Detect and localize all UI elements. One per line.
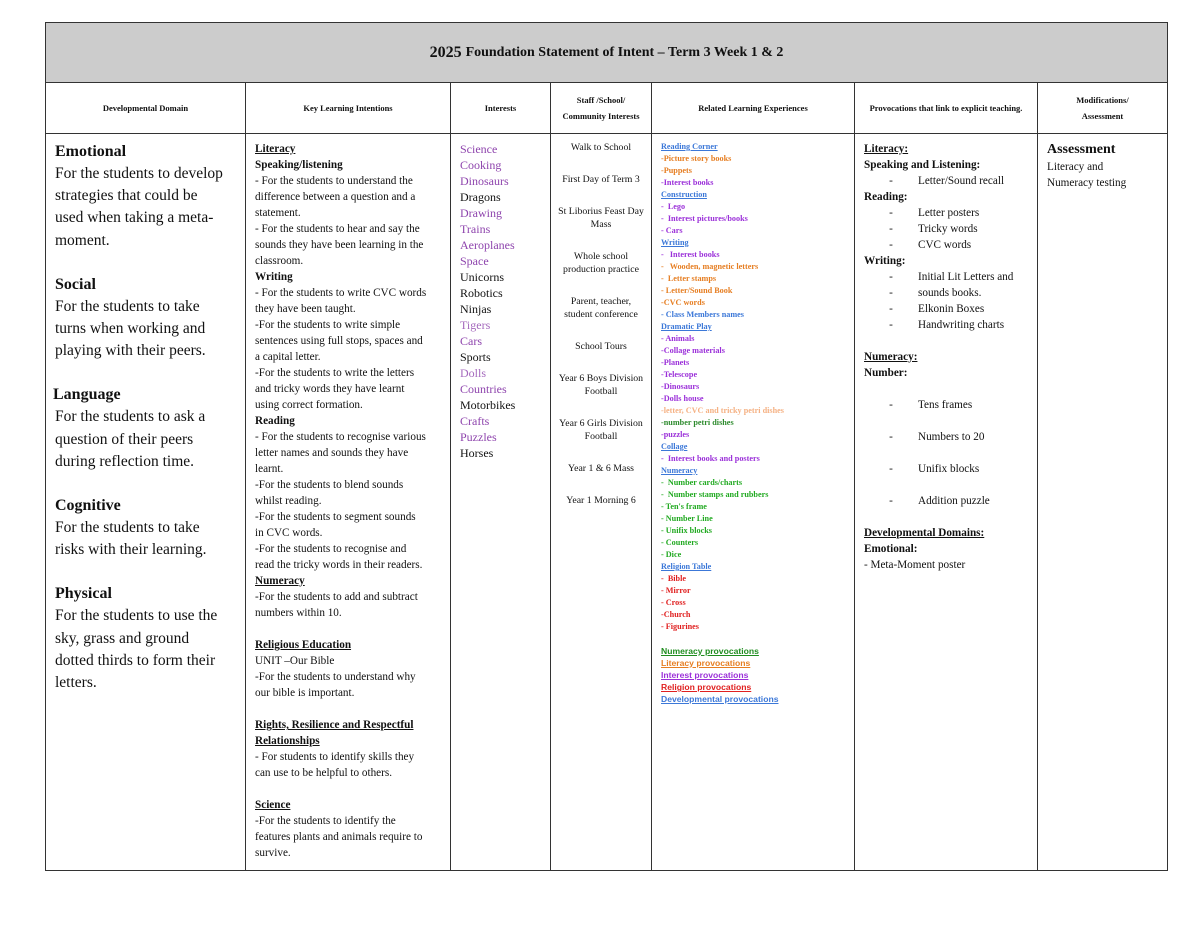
domain-heading: Language — [53, 386, 121, 404]
text-line: they have been taught. — [255, 303, 356, 315]
domain-heading: Physical — [55, 585, 112, 603]
text-line: - For the students to recognise various — [255, 431, 426, 443]
bullet-dash: - — [889, 223, 893, 235]
legend-item: Numeracy provocations — [661, 646, 759, 656]
assessment-heading: Assessment — [1047, 142, 1116, 157]
interest-item: Robotics — [460, 286, 503, 300]
experience-heading: Construction — [661, 190, 707, 199]
text-line: -For the students to blend sounds — [255, 479, 404, 491]
interest-item: Aeroplanes — [460, 238, 515, 252]
bullet-dash: - — [889, 207, 893, 219]
experience-heading: Religion Table — [661, 562, 712, 571]
experience-item: - Figurines — [661, 622, 699, 631]
bullet-dash: - — [889, 495, 893, 507]
domain-text-line: For the students to ask a — [55, 408, 206, 426]
text-line: -For the students to identify the — [255, 815, 396, 827]
experience-item: - Cross — [661, 598, 686, 607]
prov-numeracy-heading: Numeracy: — [864, 351, 918, 363]
event-item: School Tours — [575, 341, 627, 352]
provocation-item — [864, 221, 1029, 237]
experience-item: - Class Members names — [661, 310, 744, 319]
event-item: St Liborius Feast Day Mass — [558, 206, 644, 230]
interest-item: Cars — [460, 334, 482, 348]
header-staff-line2: Community Interests — [562, 111, 640, 121]
text-line: -For the students to segment sounds — [255, 511, 416, 523]
experience-item: - Interest pictures/books — [661, 214, 748, 223]
provocation-item — [864, 397, 1029, 413]
provocation-item-text: Initial Lit Letters and — [918, 271, 1014, 283]
event-item: Year 6 Girls Division Football — [559, 418, 643, 442]
text-line: letter names and sounds they have — [255, 447, 409, 459]
interest-item: Ninjas — [460, 302, 492, 316]
header-mods-line2: Assessment — [1081, 111, 1124, 121]
experience-item: -Planets — [661, 358, 690, 367]
experience-item: -CVC words — [661, 298, 705, 307]
column-modifications — [1038, 83, 1167, 870]
experience-item: - Mirror — [661, 586, 691, 595]
domain-heading: Cognitive — [55, 497, 121, 515]
prov-literacy-heading: Literacy: — [864, 143, 909, 155]
experience-item: - Letter stamps — [661, 274, 717, 283]
provocation-item-text: Addition puzzle — [918, 495, 990, 507]
speaking-heading: Speaking/listening — [255, 159, 343, 171]
column-related-experiences — [652, 83, 855, 870]
prov-emotional-heading: Emotional: — [864, 543, 918, 555]
writing-lines — [255, 285, 442, 413]
header-interests: Interests — [451, 83, 550, 134]
assessment-line-2: Numeracy testing — [1047, 177, 1127, 189]
provocation-item — [864, 269, 1029, 285]
interest-item: Trains — [460, 222, 491, 236]
provocation-item — [864, 461, 1029, 477]
domain-text-line: moment. — [55, 231, 110, 249]
legend-item: Religion provocations — [661, 682, 752, 692]
provocation-legend — [661, 645, 846, 705]
text-line: statement. — [255, 207, 301, 219]
header-mods-line1: Modifications/ — [1076, 94, 1129, 105]
text-line: our bible is important. — [255, 687, 355, 699]
provocation-item — [864, 285, 1029, 301]
domains-list — [46, 134, 245, 694]
text-line: UNIT –Our Bible — [255, 655, 335, 667]
text-line: in CVC words. — [255, 527, 323, 539]
interest-item: Motorbikes — [460, 398, 516, 412]
domain-heading: Emotional — [55, 143, 127, 160]
event-item: First Day of Term 3 — [562, 174, 640, 185]
column-developmental-domain — [46, 83, 246, 870]
staff-events-list — [551, 134, 651, 507]
legend-item: Developmental provocations — [661, 694, 779, 704]
experience-item: - Interest books and posters — [661, 454, 760, 463]
writing-heading: Writing — [255, 271, 293, 283]
text-line: whilst reading. — [255, 495, 322, 507]
provocation-item-text: Numbers to 20 — [918, 431, 985, 443]
provocation-item-text: Unifix blocks — [918, 463, 980, 475]
experience-item: - Counters — [661, 538, 699, 547]
interest-item: Cooking — [460, 158, 502, 172]
event-item: Year 1 & 6 Mass — [568, 463, 634, 474]
event-item: Year 1 Morning 6 — [566, 495, 636, 506]
provocation-item — [864, 301, 1029, 317]
interest-item: Science — [460, 142, 498, 156]
legend-item: Interest provocations — [661, 670, 749, 680]
domain-text-line: For the students to develop — [55, 165, 223, 182]
interest-item: Space — [460, 254, 489, 268]
text-line: a capital letter. — [255, 351, 321, 363]
provocation-item — [864, 317, 1029, 333]
header-staff-interests — [551, 83, 651, 134]
text-line: -For the students to understand why — [255, 671, 416, 683]
text-line: using correct formation. — [255, 399, 363, 411]
title-text: Foundation Statement of Intent – Term 3 Week 1 & 2 — [465, 44, 784, 60]
experience-item: -Interest books — [661, 178, 714, 187]
experience-item: -Picture story books — [661, 154, 732, 163]
domain-text-line: letters. — [55, 674, 97, 692]
column-staff-interests — [551, 83, 652, 870]
domain-text-line: question of their peers — [55, 430, 194, 448]
bullet-dash: - — [889, 287, 893, 299]
bullet-dash: - — [889, 463, 893, 475]
text-line: features plants and animals require to — [255, 831, 423, 843]
provocation-item — [864, 237, 1029, 253]
domain-text-line: sky, grass and ground — [55, 629, 190, 647]
experience-heading: Numeracy — [661, 466, 698, 475]
provocation-item — [864, 173, 1029, 189]
interest-item: Puzzles — [460, 430, 497, 444]
provocation-item-text: CVC words — [918, 239, 972, 251]
prov-number-items — [864, 381, 1029, 525]
column-provocations — [855, 83, 1038, 870]
text-line: sentences using full stops, spaces and — [255, 335, 423, 347]
related-body — [652, 134, 854, 705]
text-line: and tricky words they have learnt — [255, 383, 405, 395]
header-modifications — [1038, 83, 1167, 134]
provocation-item-text: Elkonin Boxes — [918, 303, 985, 315]
domain-text-line: strategies that could be — [55, 187, 198, 205]
domain-text-line: turns when working and — [55, 320, 206, 338]
experience-item: - Number stamps and rubbers — [661, 490, 769, 499]
header-key-learning: Key Learning Intentions — [246, 83, 450, 134]
science-heading: Science — [255, 799, 291, 811]
experience-heading: Writing — [661, 238, 689, 247]
key-learning-body — [246, 134, 450, 861]
title-year: 2025 — [429, 43, 462, 61]
experience-item: - Unifix blocks — [661, 526, 712, 535]
provocation-item — [864, 493, 1029, 509]
interest-item: Drawing — [460, 206, 502, 220]
experience-item: - Number Line — [661, 514, 713, 523]
interest-item: Horses — [460, 446, 494, 460]
text-line: - For the students to hear and say the — [255, 223, 420, 235]
domain-text-line: risks with their learning. — [55, 541, 207, 559]
rights-heading-1: Rights, Resilience and Respectful — [255, 719, 414, 731]
provocation-item-text: Tricky words — [918, 223, 978, 235]
experience-item: - Letter/Sound Book — [661, 286, 733, 295]
document-title — [46, 23, 1167, 83]
domain-text-line: used when taking a meta- — [55, 209, 214, 227]
bullet-dash: - — [889, 239, 893, 251]
science-lines — [255, 813, 442, 861]
domain-text-line: For the students to take — [55, 519, 200, 537]
domain-text-line: For the students to use the — [55, 607, 218, 625]
domain-heading: Social — [55, 275, 96, 293]
interest-item: Sports — [460, 350, 491, 364]
experience-item: -Telescope — [661, 370, 698, 379]
reading-lines — [255, 429, 442, 573]
text-line: -For the students to add and subtract — [255, 591, 418, 603]
experience-item: - Animals — [661, 334, 695, 343]
event-item: Parent, teacher, student conference — [564, 296, 638, 320]
text-line: classroom. — [255, 255, 304, 267]
experience-item: - Interest books — [661, 250, 720, 259]
experience-item: -Dinosaurs — [661, 382, 700, 391]
experience-item: - Wooden, magnetic letters — [661, 262, 759, 271]
related-list — [661, 141, 846, 633]
event-item: Whole school production practice — [563, 251, 639, 275]
provocation-item — [864, 205, 1029, 221]
numeracy-heading: Numeracy — [255, 575, 305, 587]
interest-item: Crafts — [460, 414, 490, 428]
domain-text-line: For the students to take — [55, 297, 200, 315]
text-line: can use to be helpful to others. — [255, 767, 393, 779]
prov-speaking-heading: Speaking and Listening: — [864, 159, 981, 171]
provocation-item-text: Handwriting charts — [918, 319, 1005, 331]
domain-text-line: dotted thirds to form their — [55, 651, 216, 669]
column-key-learning — [246, 83, 451, 870]
prov-dev-heading: Developmental Domains: — [864, 527, 985, 539]
numeracy-lines — [255, 589, 442, 621]
text-line: - For students to identify skills they — [255, 751, 415, 763]
provocation-item-text: Tens frames — [918, 399, 973, 411]
header-staff-line1: Staff /School/ — [576, 94, 626, 105]
reading-heading: Reading — [255, 415, 295, 427]
text-line: - For the students to understand the — [255, 175, 413, 187]
prov-emotional-item: - Meta-Moment poster — [864, 559, 966, 571]
interest-item: Unicorns — [460, 270, 504, 284]
bullet-dash: - — [889, 399, 893, 411]
experience-item: - Lego — [661, 202, 686, 211]
legend-item: Literacy provocations — [661, 658, 751, 668]
experience-item: - Dice — [661, 550, 682, 559]
provocation-item-text: Letter posters — [918, 207, 980, 219]
religious-heading: Religious Education — [255, 639, 352, 651]
experience-heading: Dramatic Play — [661, 322, 712, 331]
text-line: sounds they have been learning in the — [255, 239, 424, 251]
interest-item: Countries — [460, 382, 507, 396]
header-provocations: Provocations that link to explicit teaching. — [855, 83, 1037, 134]
domain-text-line: during reflection time. — [55, 452, 195, 470]
experience-item: - Bible — [661, 574, 687, 583]
experience-heading: Reading Corner — [661, 142, 718, 151]
column-interests — [451, 83, 551, 870]
text-line: -For the students to write simple — [255, 319, 401, 331]
header-related-experiences: Related Learning Experiences — [652, 83, 854, 134]
event-item: Year 6 Boys Division Football — [558, 373, 644, 397]
event-item: Walk to School — [570, 142, 632, 153]
provocation-item-text: sounds books. — [918, 287, 982, 299]
prov-speaking-items — [864, 173, 1029, 189]
experience-item: - Cars — [661, 226, 683, 235]
text-line: difference between a question and a — [255, 191, 416, 203]
text-line: - For the students to write CVC words — [255, 287, 427, 299]
experience-item: -Dolls house — [661, 394, 704, 403]
text-line: numbers within 10. — [255, 607, 342, 619]
interest-item: Dragons — [460, 190, 501, 204]
provocation-item-text: Letter/Sound recall — [918, 175, 1005, 187]
experience-item: -Collage materials — [661, 346, 725, 355]
rights-lines — [255, 749, 442, 781]
bullet-dash: - — [889, 303, 893, 315]
experience-item: - Number cards/charts — [661, 478, 743, 487]
statement-of-intent-table — [45, 22, 1168, 871]
text-line: read the tricky words in their readers. — [255, 559, 423, 571]
bullet-dash: - — [889, 271, 893, 283]
experience-item: - Ten's frame — [661, 502, 707, 511]
experience-item: -puzzles — [661, 430, 690, 439]
literacy-heading: Literacy — [255, 143, 296, 155]
speaking-lines — [255, 173, 442, 269]
bullet-dash: - — [889, 319, 893, 331]
text-line: learnt. — [255, 463, 284, 475]
prov-writing-heading: Writing: — [864, 255, 906, 267]
experience-item: -number petri dishes — [661, 418, 734, 427]
experience-item: -Puppets — [661, 166, 692, 175]
experience-heading: Collage — [661, 442, 688, 451]
rights-heading-2: Relationships — [255, 735, 320, 747]
interests-list — [451, 134, 550, 461]
text-line: -For the students to recognise and — [255, 543, 407, 555]
text-line: survive. — [255, 847, 291, 859]
provocations-body — [855, 134, 1037, 573]
bullet-dash: - — [889, 175, 893, 187]
header-developmental-domain: Developmental Domain — [46, 83, 245, 134]
prov-number-heading: Number: — [864, 367, 908, 379]
prov-reading-heading: Reading: — [864, 191, 908, 203]
experience-item: -Church — [661, 610, 691, 619]
interest-item: Tigers — [460, 318, 491, 332]
experience-item: -letter, CVC and tricky petri dishes — [661, 406, 784, 415]
prov-writing-items — [864, 269, 1029, 333]
text-line: -For the students to write the letters — [255, 367, 415, 379]
domain-text-line: playing with their peers. — [55, 342, 206, 360]
interest-item: Dinosaurs — [460, 174, 509, 188]
assessment-line-1: Literacy and — [1047, 161, 1104, 173]
bullet-dash: - — [889, 431, 893, 443]
religious-lines — [255, 653, 442, 701]
prov-reading-items — [864, 205, 1029, 253]
interest-item: Dolls — [460, 366, 487, 380]
provocation-item — [864, 429, 1029, 445]
assessment-body — [1038, 134, 1167, 191]
